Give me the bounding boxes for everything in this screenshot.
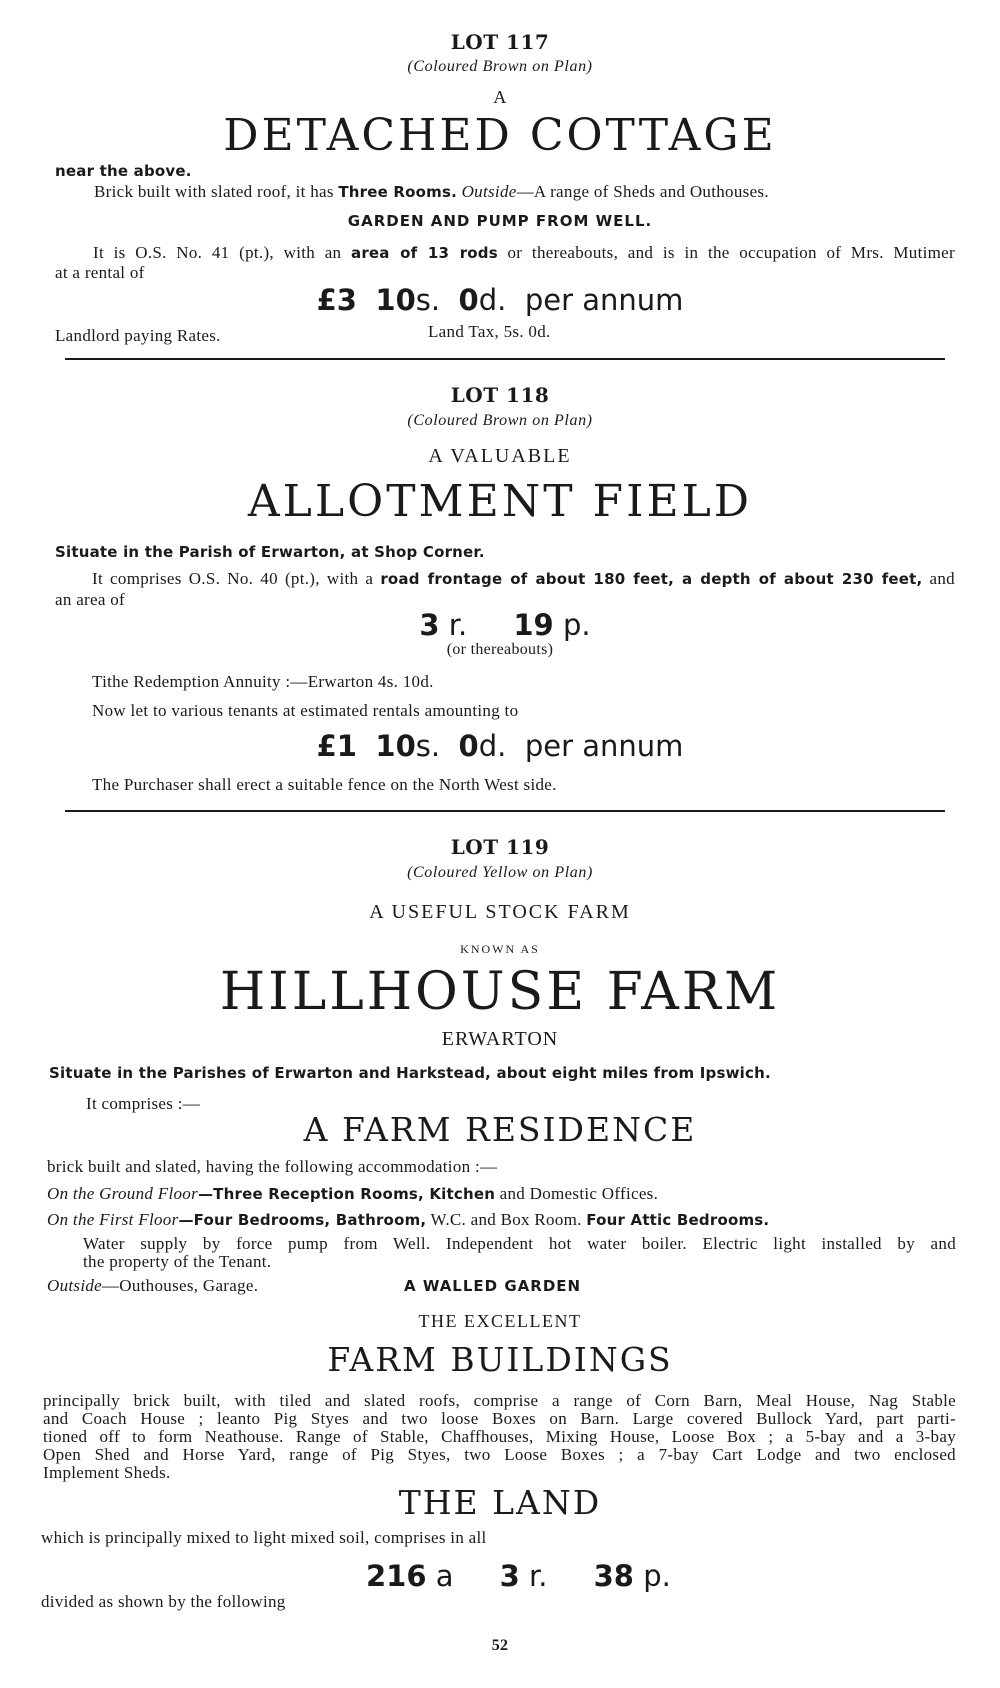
lot-119-land-desc: which is principally mixed to light mixed soil, comprises in all (41, 1528, 487, 1547)
lot-119-buildings-line-1: principally brick built, with tiled and slated roofs, comprise a range of Corn Barn, Meal House, Nag Stable (43, 1391, 956, 1410)
lot-118-area-roods-unit: r. (448, 608, 468, 642)
lot-117-os-area: area of 13 rods (351, 244, 498, 262)
lot-119-area-perches: 38 (593, 1559, 634, 1593)
lot-118-os-text-b: and (922, 569, 955, 588)
lot-119-residence-heading: A FARM RESIDENCE (303, 1110, 697, 1149)
lot-118-os-text-a: It comprises O.S. No. 40 (pt.), with a (92, 569, 381, 588)
divider-1 (65, 358, 945, 360)
lot-117-description (94, 182, 769, 202)
lot-119-land-heading: THE LAND (398, 1483, 602, 1522)
lot-119-first-label: On the First Floor (47, 1210, 179, 1229)
lot-118-title: LOT 118 (450, 383, 550, 407)
lot-118-fence: The Purchaser shall erect a suitable fence on the North West side. (92, 775, 557, 794)
lot-118-rent-pounds: £1 (316, 729, 357, 763)
lot-119-outside-rest: —Outhouses, Garage. (101, 1276, 259, 1295)
lot-118-let: Now let to various tenants at estimated rentals amounting to (92, 701, 519, 720)
lot-119-excellent: THE EXCELLENT (418, 1311, 582, 1331)
lot-119-outside (47, 1276, 258, 1296)
lot-118-area-note: (or thereabouts) (446, 641, 554, 658)
lot-117-rent-pounds: £3 (316, 283, 357, 317)
page-number: 52 (491, 1637, 509, 1654)
lot-117-rent-shillings-unit: s. (415, 283, 441, 317)
lot-117-land-tax: Land Tax, 5s. 0d. (428, 322, 551, 341)
lot-117-title: LOT 117 (450, 30, 550, 54)
lot-119-buildings-line-2: and Coach House ; leanto Pig Styes and two loose Boxes on Barn. Large covered Bullock Yard, part parti- (43, 1409, 956, 1428)
lot-119-article: A USEFUL STOCK FARM (369, 901, 631, 923)
lot-117-landlord: Landlord paying Rates. (55, 326, 221, 345)
lot-119-buildings-line-3: tioned off to form Neathouse. Range of Stable, Chaffhouses, Mixing House, Loose Box ; a 5-bay and a 3-bay (43, 1427, 956, 1446)
lot-119-outside-label: Outside (47, 1276, 102, 1295)
lot-118-heading: ALLOTMENT FIELD (247, 476, 753, 527)
lot-117-rent-pence-unit: d. (478, 283, 507, 317)
lot-117-heading: DETACHED COTTAGE (223, 110, 777, 161)
divider-2 (65, 810, 945, 812)
lot-117-garden: GARDEN AND PUMP FROM WELL. (347, 212, 653, 230)
lot-119-divided: divided as shown by the following (41, 1592, 286, 1611)
lot-117-outside-text: —A range of Sheds and Outhouses. (516, 182, 769, 201)
lot-117-location: near the above. (55, 162, 192, 180)
lot-118-rent-suffix: per annum (524, 729, 684, 763)
lot-119-location: Situate in the Parishes of Erwarton and Harkstead, about eight miles from Ipswich. (49, 1064, 771, 1082)
lot-119-buildings-line-4: Open Shed and Horse Yard, range of Pig Styes, two Loose Boxes ; a 7-bay Cart Lodge and two enclosed (43, 1445, 956, 1464)
lot-117-rent-suffix: per annum (524, 283, 684, 317)
lot-117-rent-pence: 0 (458, 283, 479, 317)
lot-119-known-as: KNOWN AS (460, 942, 540, 956)
lot-119-plan-note: (Coloured Yellow on Plan) (407, 864, 593, 881)
lot-119-area-roods-unit: r. (529, 1559, 548, 1593)
lot-117-article: A (493, 87, 507, 107)
lot-118-rent-pence-unit: d. (478, 729, 507, 763)
lot-117-rent-shillings: 10 (375, 283, 416, 317)
lot-119-area-acres-unit: a (435, 1559, 454, 1593)
lot-118-article: A VALUABLE (428, 445, 572, 467)
lot-119-first-rooms: —Four Bedrooms, Bathroom, (178, 1211, 427, 1229)
lot-119-area-roods: 3 (499, 1559, 520, 1593)
lot-118-plan-note: (Coloured Brown on Plan) (407, 412, 593, 429)
lot-119-first-rest: W.C. and Box Room. (426, 1210, 587, 1229)
lot-117-os-line-2: at a rental of (55, 263, 145, 282)
lot-118-area (0, 608, 1000, 642)
lot-118-tithe: Tithe Redemption Annuity :—Erwarton 4s. 10d. (92, 672, 434, 691)
lot-118-location: Situate in the Parish of Erwarton, at Shop Corner. (55, 543, 485, 561)
lot-119-subheading: ERWARTON (441, 1028, 559, 1050)
lot-119-water-line-1: Water supply by force pump from Well. Independent hot water boiler. Electric light installed by and (83, 1234, 956, 1253)
lot-117-os-text-b: or thereabouts, and is in the occupation of Mrs. Mutimer (497, 243, 955, 262)
lot-119-title: LOT 119 (450, 835, 550, 859)
lot-119-comprises: It comprises :— (86, 1094, 201, 1113)
lot-117-outside-label: Outside (461, 182, 517, 201)
lot-117-os-line-1 (55, 243, 955, 263)
lot-117-rooms: Three Rooms. (338, 183, 458, 201)
lot-119-walled-garden: A WALLED GARDEN (404, 1277, 582, 1295)
lot-118-rent-shillings: 10 (375, 729, 416, 763)
lot-119-ground-label: On the Ground Floor (47, 1184, 198, 1203)
lot-119-first-floor (47, 1210, 769, 1230)
lot-118-rent-pence: 0 (458, 729, 479, 763)
lot-119-area-perches-unit: p. (643, 1559, 671, 1593)
lot-119-area-acres: 216 (366, 1559, 427, 1593)
lot-119-ground-rest: and Domestic Offices. (495, 1184, 659, 1203)
lot-118-area-roods: 3 (419, 608, 440, 642)
lot-119-area (366, 1559, 671, 1593)
lot-119-buildings-heading: FARM BUILDINGS (327, 1340, 673, 1379)
lot-118-area-perches: 19 (513, 608, 554, 642)
lot-119-ground-floor (47, 1184, 658, 1204)
lot-118-area-perches-unit: p. (562, 608, 591, 642)
lot-117-os-text-a: It is O.S. No. 41 (pt.), with an (93, 243, 351, 262)
lot-118-os-line-1 (55, 569, 955, 589)
lot-117-plan-note: (Coloured Brown on Plan) (407, 58, 593, 75)
lot-118-frontage: road frontage of about 180 feet, a depth of about 230 feet, (380, 570, 923, 588)
lot-119-ground-rooms: —Three Reception Rooms, Kitchen (197, 1185, 496, 1203)
lot-119-residence-desc: brick built and slated, having the following accommodation :— (47, 1157, 498, 1176)
lot-118-rent (0, 729, 1000, 763)
lot-119-heading: HILLHOUSE FARM (219, 962, 781, 1022)
lot-117-desc-text: Brick built with slated roof, it has (94, 182, 339, 201)
lot-118-os-line-2: an area of (55, 590, 126, 609)
lot-119-attic-bedrooms: Four Attic Bedrooms. (586, 1211, 770, 1229)
lot-119-water-line-2: the property of the Tenant. (83, 1252, 272, 1271)
lot-118-rent-shillings-unit: s. (415, 729, 441, 763)
lot-117-rent (0, 283, 1000, 317)
lot-119-buildings-line-5: Implement Sheds. (43, 1463, 171, 1482)
